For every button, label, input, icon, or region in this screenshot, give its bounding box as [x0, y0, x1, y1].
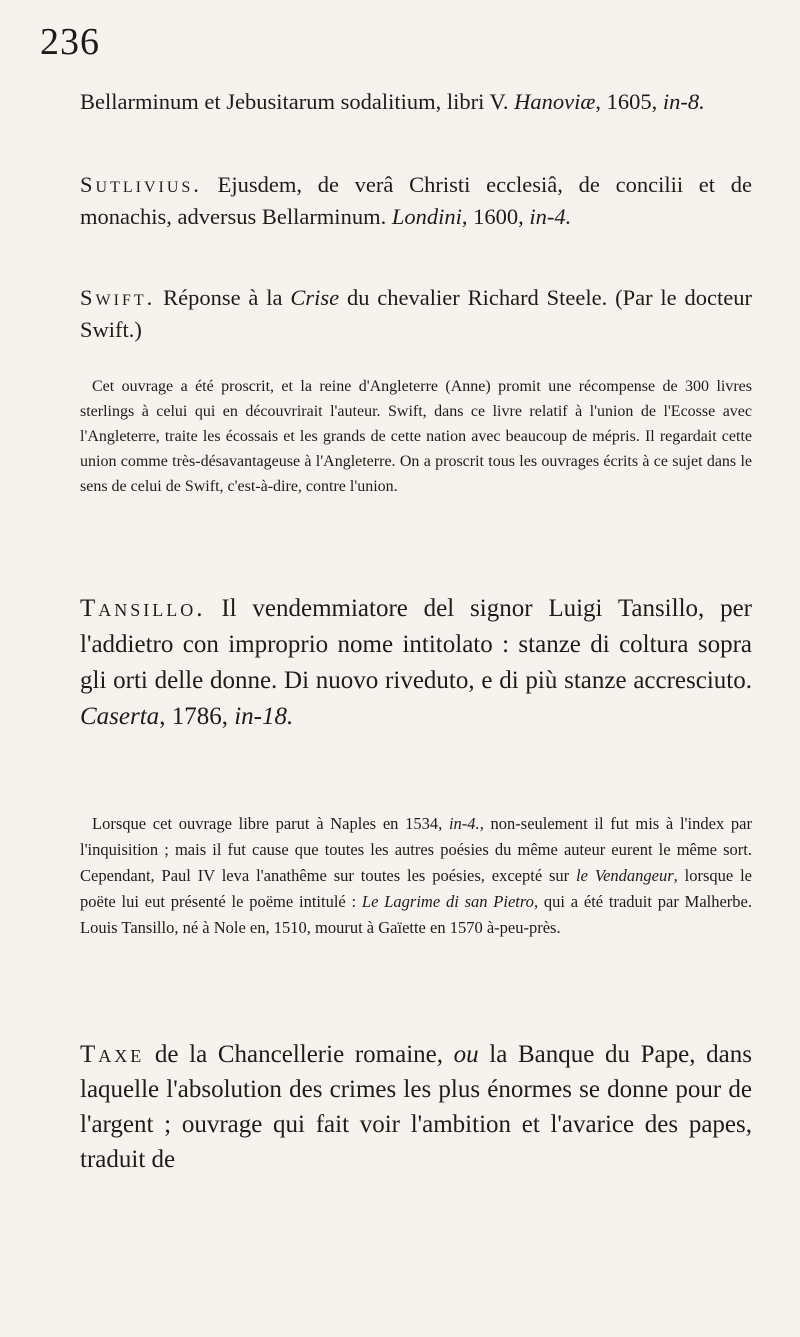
note-text-b: , non-seulement il fut mis à l'index par l'inquisition ; mais il fut cause que toutes les autres poésies du même auteur eurent le même sort. Cependant, Paul IV leva l'anathême sur toutes les poésies, excepté sur [80, 814, 752, 885]
note-text-d: , qui a été traduit par Malherbe. Louis Tansillo, né à Nole en, 1510, mourut à Gaïette en 1570 à-peu-près. [80, 892, 752, 937]
entry-format: in-8. [662, 89, 705, 114]
entry-text-cont: la Banque du Pape, dans laquelle l'absolution des crimes les plus énormes se donne pour de l'argent ; ouvrage qui fait voir l'ambition et l'avarice des papes, traduit de [80, 1041, 752, 1173]
entry-date: , 1600, [461, 204, 530, 229]
entry-bellarminum-continuation [80, 86, 752, 118]
entry-place: Hanoviæ [514, 89, 596, 114]
note-format: in-4. [448, 814, 480, 833]
entry-tansillo [80, 591, 752, 735]
note-title-vendangeur: le Vendangeur [576, 866, 674, 885]
note-swift [80, 374, 752, 499]
entry-text: Bellarminum et Jebusitarum sodalitium, libri V. [80, 89, 515, 114]
entry-taxe [80, 1037, 752, 1177]
entry-sutlivius [80, 169, 752, 233]
entry-place: Londini [391, 204, 462, 229]
entry-swift [80, 282, 752, 346]
note-text: Lorsque cet ouvrage libre parut à Naples en 1534, [92, 814, 449, 833]
entry-title-italic: Crise [290, 285, 340, 310]
entry-text: Réponse à la [155, 285, 291, 310]
note-title-lagrime: Le Lagrime di san Pietro [361, 892, 534, 911]
entry-date: , 1605, [595, 89, 663, 114]
entry-text-cont: du chevalier Richard Steele. (Par le docteur Swift.) [80, 285, 752, 342]
entry-text: de la Chancellerie romaine, [144, 1041, 454, 1068]
entry-place: Caserta [80, 703, 160, 730]
entry-head: Taxe [80, 1041, 145, 1068]
entry-text: Il vendemmiatore del signor Luigi Tansillo, per l'addietro con improprio nome intitolato : stanze di coltura sopra gli orti delle donne. Di nuovo riveduto, e di più stanze accresciuto. [80, 595, 752, 694]
entry-format: in-18. [234, 703, 294, 730]
entry-date: , 1786, [159, 703, 235, 730]
entry-head: Tansillo. [80, 595, 206, 622]
entry-head: Swift. [80, 285, 156, 310]
note-text: Cet ouvrage a été proscrit, et la reine d'Angleterre (Anne) promit une récompense de 300 livres sterlings à celui qui en découvrirait l'auteur. Swift, dans ce livre relatif à l'union de l'Ecosse avec l'Angleterre, traite les écossais et les grands de cette nation avec beaucoup de mépris. Il regardait cette union comme très-désavantageuse à l'Angleterre. On a proscrit tous les ouvrages écrits à ce sujet dans le sens de celui de Swift, c'est-à-dire, contre l'union. [80, 378, 752, 495]
page-number: 236 [40, 21, 100, 63]
note-tansillo [80, 811, 752, 941]
entry-head: Sutlivius. [80, 172, 202, 197]
entry-italic-ou: ou [453, 1041, 479, 1068]
entry-text: Ejusdem, de verâ Christi ecclesiâ, de concilii et de monachis, adversus Bellarminum. [80, 172, 752, 229]
entry-format: in-4. [529, 204, 572, 229]
note-text-c: , lorsque le poëte lui eut présenté le poëme intitulé : [80, 866, 752, 911]
